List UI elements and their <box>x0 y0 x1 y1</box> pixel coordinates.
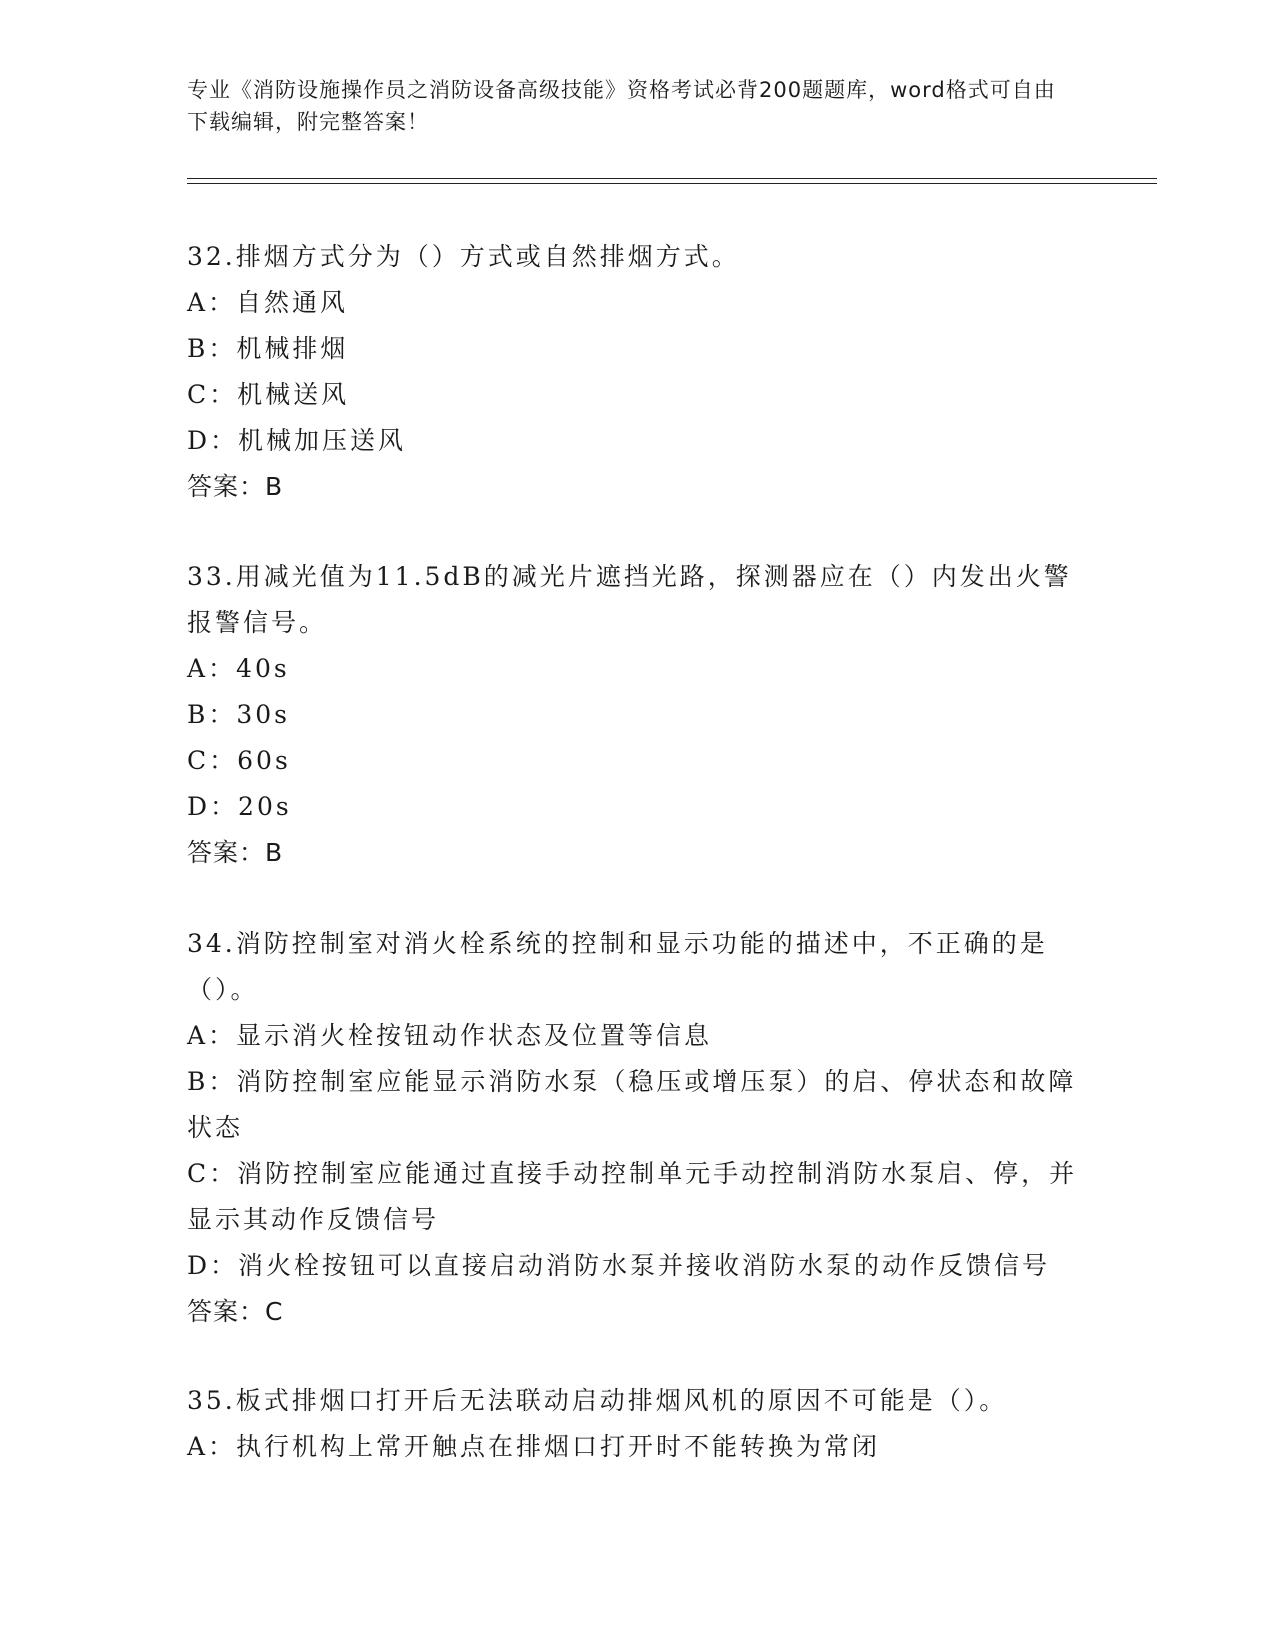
option-b: B：30s <box>187 700 291 729</box>
option-a: A：显示消火栓按钮动作状态及位置等信息 <box>187 1021 713 1050</box>
header-divider-top <box>187 178 1157 179</box>
answer: 答案：C <box>187 1297 284 1326</box>
question-stem: 35.板式排烟口打开后无法联动启动排烟风机的原因不可能是（）。 <box>187 1386 1008 1415</box>
question-stem: 32.排烟方式分为（）方式或自然排烟方式。 <box>187 242 740 271</box>
option-c: C：机械送风 <box>187 380 350 409</box>
answer: 答案：B <box>187 472 284 501</box>
question-stem: 34.消防控制室对消火栓系统的控制和显示功能的描述中，不正确的是（）。 <box>187 929 1048 1004</box>
option-a: A：执行机构上常开触点在排烟口打开时不能转换为常闭 <box>187 1432 881 1461</box>
option-c: C：60s <box>187 746 291 775</box>
option-c: C：消防控制室应能通过直接手动控制单元手动控制消防水泵启、停，并显示其动作反馈信号 <box>187 1159 1078 1234</box>
option-d: D：消火栓按钮可以直接启动消防水泵并接收消防水泵的动作反馈信号 <box>187 1251 1051 1280</box>
option-d: D：20s <box>187 792 292 821</box>
option-d: D：机械加压送风 <box>187 426 407 455</box>
header-divider-bottom <box>187 183 1157 184</box>
question-35 <box>187 1378 1087 1470</box>
question-33 <box>187 554 1087 876</box>
option-b: B：消防控制室应能显示消防水泵（稳压或增压泵）的启、停状态和故障状态 <box>187 1067 1077 1142</box>
question-32 <box>187 234 1087 510</box>
option-b: B：机械排烟 <box>187 334 349 363</box>
question-stem: 33.用减光值为11.5dB的减光片遮挡光路，探测器应在（）内发出火警报警信号。 <box>187 562 1072 637</box>
answer: 答案：B <box>187 838 284 867</box>
document-header: 专业《消防设施操作员之消防设备高级技能》资格考试必背200题题库，word格式可自由下载编辑，附完整答案！ <box>187 78 1056 134</box>
option-a: A：自然通风 <box>187 288 349 317</box>
question-34 <box>187 921 1087 1335</box>
option-a: A：40s <box>187 654 290 683</box>
